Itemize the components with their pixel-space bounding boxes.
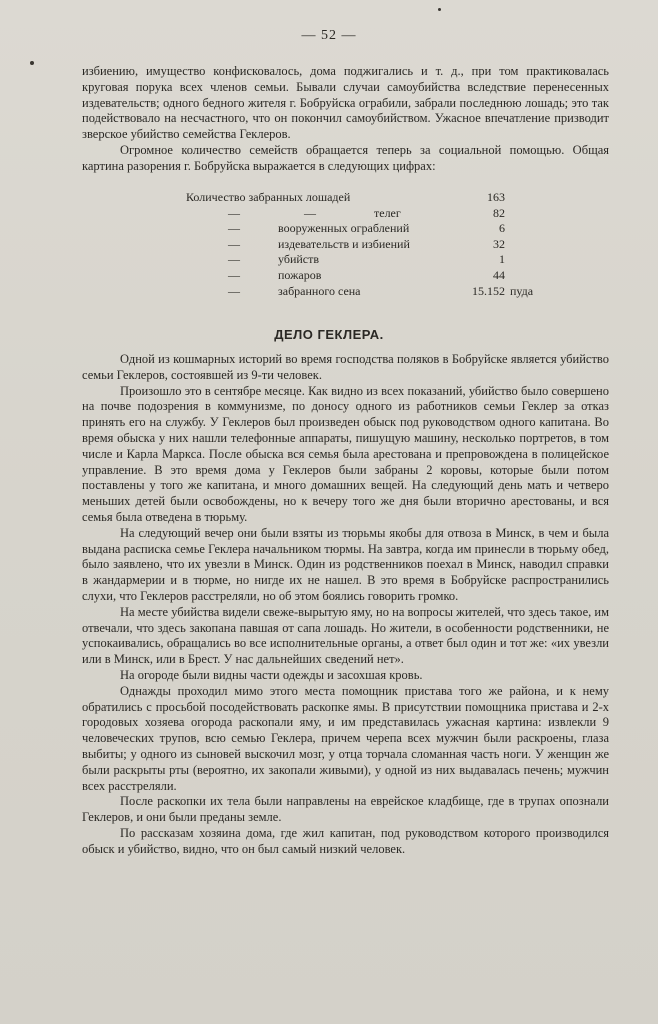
stat-dash: — <box>228 267 240 282</box>
stat-row <box>82 284 609 300</box>
paragraph: На следующий вечер они были взяты из тюрьмы якобы для отвоза в Минск, в чем и была выдана расписка семье Геклера начальником тюрмы. На завтра, когда им принесли в тюрьму обед, было заявлено, что их увезли в Минск. Один из родственников поехал в Минск, наводил справки в жандармерии и в тюрме, но нигде их не нашел. В это время в Бобруйске распространились слухи, что Геклеров расстреляли, но об этом боялись говорить громко. <box>82 525 609 603</box>
paragraph: Однажды проходил мимо этого места помощник пристава того же района, и к нему обратились с просьбой посодействовать раскопке ямы. В присутствии помощника пристава и 2-х городовых хозяева огорода раскопали яму, и им представилась ужасная картина: извлекли 9 человеческих трупов, всю семью Геклера, причем черепа всех мужчин были раскроены, глаза выбиты; у одного из сыновей выскочил мозг, у отца торчала сломанная часть ноги. У женщин же были раскрыты рты (вероятно, их закопали живыми), у одной из них выдавалась печень; мужчин всех расстреляли. <box>82 683 609 793</box>
paragraph: После раскопки их тела были направлены на еврейское кладбище, где в трупах опознали Геклеров, и они были преданы земле. <box>82 794 609 825</box>
speck-mark <box>438 8 441 11</box>
stat-value: 32 <box>493 236 505 251</box>
stat-label: пожаров <box>278 267 322 282</box>
stat-row <box>82 221 609 237</box>
stat-label: издевательств и избиений <box>278 236 410 251</box>
paragraph: На огороде были видны части одежды и засохшая кровь. <box>120 667 423 682</box>
article-body <box>82 352 609 858</box>
paragraph: Одной из кошмарных историй во время господства поляков в Бобруйске является убийство семьи Геклеров, состоявшей из 9-ти человек. <box>82 352 609 382</box>
stat-dash: — <box>228 236 240 251</box>
stat-value: 163 <box>487 190 505 204</box>
stat-row <box>82 237 609 253</box>
intro-text <box>82 64 609 175</box>
stat-dash: — <box>228 283 240 298</box>
paragraph: На месте убийства видели свеже-вырытую яму, но на вопросы жителей, что здесь такое, им отвечали, что здесь закопана павшая от сапа лошадь. Но жители, в особенности родственники, не успокаивались, обращались во все исполнительные органы, а ответ был один и тот же: «их увезли или в Минск, или в Брест. У нас дальнейших сведений нет». <box>82 604 609 667</box>
stat-value: 44 <box>493 267 505 282</box>
speck-mark <box>30 61 34 65</box>
paragraph: избиению, имущество конфисковалось, дома поджигались и т. д., при том практиковалась круговая порука всех членов семьи. Бывали случаи самоубийства вследствие перенесенных издевательств; одного бедного жителя г. Бобруйска ограбили, забрали последнюю лошадь; это так подействовало на несчастного, что он покончил самоубийством. Ужасное впечатление призводит зверское убийство семейства Геклеров. <box>82 64 609 142</box>
statistics-table <box>82 190 609 299</box>
stat-value: 6 <box>499 221 505 236</box>
stat-label: забранного сена <box>278 283 361 298</box>
stat-label: Количество забранных лошадей <box>186 190 351 204</box>
stat-label: телег <box>374 205 401 220</box>
stat-row <box>82 252 609 268</box>
stat-dash: — <box>228 205 240 220</box>
stat-dash: — <box>228 221 240 236</box>
stat-row <box>82 206 609 222</box>
stat-dash: — <box>228 252 240 267</box>
paragraph: Произошло это в сентябре месяце. Как видно из всех показаний, убийство было совершено на почве подозрения в коммунизме, по доносу одного из работников семьи Геклер за отказ принять его на службу. У Геклеров был произведен обыск под руководством одного капитана. Во время обыска у них нашли телефонные аппараты, пишущую машину, несколько портретов, в том числе и Карла Маркса. После обыска вся семья была арестована и препровождена в полицейское управление. В это время дома у Геклеров были забраны 2 коровы, которые были потом поставлены у того же капитана, и много домашних вещей. На следующий день мать и четверо меньших детей были освобождены, но к вечеру того же дня были вторично арестованы, и вся семья была отведена в тюрьму. <box>82 383 609 524</box>
stat-value: 1 <box>499 252 505 267</box>
page-number: — 52 — <box>301 28 357 43</box>
stat-label: вооруженных ограблений <box>278 221 410 236</box>
stat-value: 82 <box>493 205 505 220</box>
stat-label: убийств <box>278 252 320 267</box>
paragraph: По рассказам хозяина дома, где жил капитан, под руководством которого производился обыск и убийство, видно, что он был самый низкий человек. <box>82 825 609 856</box>
stat-unit: пуда <box>510 283 534 298</box>
stat-row <box>82 190 609 206</box>
stat-value: 15.152 <box>472 283 505 298</box>
stat-dash: — <box>304 205 316 220</box>
paragraph: Огромное количество семейств обращается теперь за социальной помощью. Общая картина разорения г. Бобруйска выражается в следующих цифрах: <box>82 142 609 173</box>
stat-row <box>82 268 609 284</box>
section-heading: ДЕЛО ГЕКЛЕРА. <box>274 327 384 342</box>
